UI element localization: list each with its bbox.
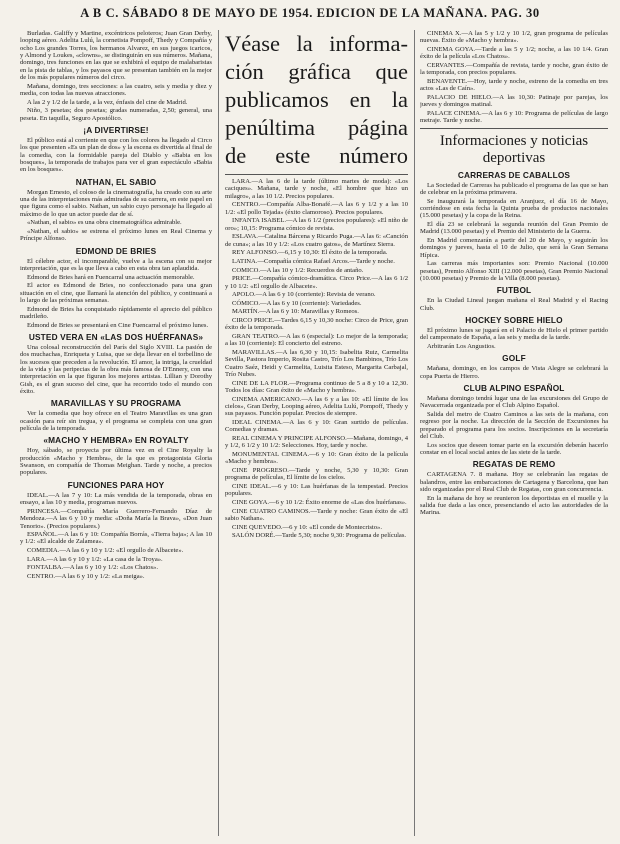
paragraph: «Nathan, el sabio» es una obra cinematográfica admirable. (27, 219, 182, 227)
paragraph: Las carreras más importantes son: Premio Nacional (10.000 pesetas), Premio Alfonso XIII (12.000 pesetas), Gran Premio Nacional (10.000 pesetas) y Premio de la Villa (8.000 pesetas). (420, 260, 608, 282)
paragraph: LARA.—A las 6 y 10 y 1/2: «La casa de la Troya». (27, 555, 163, 563)
paragraph: APOLO.—A las 6 y 10 (corriente): Revista de verano. (232, 291, 376, 299)
paragraph: «Nathan, el sabio» se estrena el próximo lunes en Real Cinema y Príncipe Alfonso. (20, 228, 212, 243)
paragraph: Niño, 3 pesetas; dos pesetas; gradas numeradas, 2,50; general, una peseta. En taquilla, Seguro Apostólico. (20, 107, 212, 122)
paragraph: El próximo lunes se jugará en el Palacio de Hielo el primer partido del campeonato de España, a las seis y media de la tarde. (420, 326, 608, 342)
paragraph: Una colosal reconstrucción del París del Siglo XVIII. La pasión de dos muchachas, Enriqueta y Luisa, que se deja llevar en el torbellino de los sucesos que preceden a la revolución. El amor, la intriga, la crueldad de la vida y las peripecias de la obra más famosa de D'Ennery, con una interpretación en la que figuran los mejores artistas. Lillian y Dorothy Gish, es el gran suceso del cine, que ha recorrido todo el mundo con éxito. (20, 344, 212, 396)
paragraph: Mañana, domingo, tres secciones: a las cuatro, seis y media y diez y media, con todas las nuevas atracciones. (20, 82, 212, 98)
column-left (20, 30, 212, 838)
sports-section (420, 471, 608, 516)
paragraph: Mañana domingo tendrá lugar una de las excursiones del Grupo de Navacerrada organizada por el Club Alpino Español. (420, 394, 608, 410)
paragraph: CINEMA GOYA.—Tarde a las 5 y 1/2; noche, a las 10 1/4. Gran éxito de la película «Los Chatos». (420, 45, 608, 61)
paragraph: PALACE CINEMA.—A las 6 y 10: Programa de películas de largo metraje. Tarde y noche. (420, 109, 608, 125)
paragraph: CENTRO.—Compañía Alba-Bonafé.—A las 6 y 1/2 y a las 10 1/2: «El pollo Tejada» (éxito clamoroso). Precios populares. (225, 201, 408, 216)
sports-section (420, 182, 608, 283)
paragraph: LARA.—A las 6 de la tarde (último martes de moda): «Los caciques». Mañana, tarde y noche, «El hombre que hizo un milagro», a las 10 1/2. Precios populares. (225, 178, 408, 200)
paragraph: En la Ciudad Lineal juegan mañana el Real Madrid y el Racing Club. (420, 297, 608, 312)
paragraph: CINEMA X.—A las 5 y 1/2 y 10 1/2, gran programa de películas nuevas. Éxito de «Macho y hembra». (420, 30, 608, 45)
section-heading: FUNCIONES PARA HOY (67, 479, 165, 490)
notice-headline (225, 30, 408, 170)
sports-sections (420, 170, 608, 517)
paragraph: En Madrid comenzarán a partir del 20 de Mayo, y seguirán los domingos y jueves, hasta el 10 de Julio, que será la Gran Semana Hípica. (420, 236, 608, 259)
paragraph: El actor es Edmond de Bries, no confeccionado para una gran situación en el cine, que llamará la atención del público, y continuará a lo largo de las próximas semanas. (20, 282, 212, 305)
section-heading: ¡A DIVERTIRSE! (83, 125, 149, 136)
paragraph: PRICE.—Compañía cómico-dramática. Circo Price.—A las 6 1/2 y 10 1/2: «El orgullo de Albacete». (225, 275, 408, 290)
sports-heading: CLUB ALPINO ESPAÑOL (463, 382, 565, 393)
paragraph: Arbitrarán Los Angustios. (427, 342, 496, 350)
paragraph: PALACIO DE HIELO.—A las 10,30: Patinaje por parejas, los jueves y domingos matinal. (420, 93, 608, 109)
sports-heading: GOLF (502, 353, 526, 364)
paragraph: CINE GOYA.—6 y 10 1/2: Éxito enorme de «Las dos huérfanas». (232, 498, 407, 506)
paragraph: Mañana, domingo, en los campos de Vista Alegre se celebrará la copa Puerta de Hierro. (420, 365, 608, 380)
column-middle (225, 30, 408, 838)
paragraph: ESPAÑOL.—A las 6 y 10: Compañía Borrás, «Tierra baja»; A las 10 y 1/2: «El alcalde de Zalamea». (20, 531, 212, 546)
sports-section (420, 327, 608, 350)
paragraph: CENTRO.—A las 6 y 10 y 1/2: «La meiga». (27, 573, 145, 581)
paragraph: MARTÍN.—A las 6 y 10: Maravillas y Romeos. (232, 308, 359, 316)
sports-section (420, 395, 608, 456)
sports-section-title: Informaciones y noticias deportivas (439, 132, 589, 166)
sports-heading: FUTBOL (496, 285, 532, 296)
paragraph: REY ALFONSO.—6,15 y 10,30: El éxito de la temporada. (232, 249, 388, 257)
paragraph: El célebre actor, el incomparable, vuelve a la escena con su mejor interpretación, que es la que lleva a cabo en esta obra tan aplaudida. (20, 257, 212, 273)
paragraph: CINE QUEVEDO.—6 y 10: «El conde de Montecristo». (232, 523, 382, 531)
headline-line: penúltima página (225, 115, 408, 140)
paragraph: La Sociedad de Carreras ha publicado el programa de las que se han de celebrar en la próxima primavera. (420, 181, 608, 196)
masthead: A B C. SÁBADO 8 DE MAYO DE 1954. EDICION DE LA MAÑANA. PAG. 30 (80, 6, 540, 20)
paragraph: INFANTA ISABEL.—A las 6 1/2 (precios populares): «El niño de oro»; 10,15: Programa cómico de revista. (225, 217, 408, 232)
paragraph: El público está al corriente en que con los colores ha llegado al Circo los que presenten «Es un plan de dos» y la escena es divertida al final de la comedia, con la formidable pareja del Diablo y «Babia en los bosques», la temporada de trabajos para ver el gran espectáculo «Babia en los bosques». (20, 137, 212, 174)
headline-line: de este número (225, 143, 408, 168)
paragraph: BENAVENTE.—Hoy, tarde y noche, estreno de la comedia en tres actos «Las de Caín». (420, 77, 608, 93)
section-heading: NATHAN, EL SABIO (75, 176, 157, 187)
paragraph: En la mañana de hoy se reunieron los deportistas en el muelle y la salida fue dada a las once, presenciando el acto las autoridades de la Marina. (420, 494, 608, 517)
paragraph: CINEMA AMERICANO.—A las 6 y a las 10: «El límite de los cielos», Gran Derby, Looping aéreo, Adelita Lulú, Pompoff, Thedy y sus payasos. Función popular. Precios de siempre. (225, 395, 408, 418)
paragraph: CINE CUATRO CAMINOS.—Tarde y noche: Gran éxito de «El sabio Nathan». (225, 507, 408, 522)
paragraph: Ver la comedia que hoy ofrece en el Teatro Maravillas es una gran ocasión para reír sin tregua, y el programa se completa con una gran película de la temporada. (20, 410, 212, 433)
listings-right (420, 30, 608, 125)
column-rule-2 (414, 30, 415, 836)
headline-line: ción gráfica que (225, 59, 408, 84)
paragraph: SALÓN DORÉ.—Tarde 5,30; noche 9,30: Programa de películas. (232, 532, 407, 540)
paragraph: A las 2 y 1/2 de la tarde, a la vez, énfasis del cine de Madrid. (27, 98, 188, 106)
section-heading: «MACHO Y HEMBRA» EN ROYALTY (43, 435, 189, 446)
paragraph: CIRCO PRICE.—Tardes 6,15 y 10,30 noche: Circo de Price, gran éxito de la temporada. (225, 317, 408, 332)
paragraph: Edmond de Bries se presentará en Cine Fuencarral el próximo lunes. (27, 321, 209, 329)
paragraph: CARTAGENA 7. 8 mañana. Hoy se celebrarán las regatas de balandros, entre las embarcaciones de Cartagena y Barcelona, que han sido organizadas por el Real Club de Regatas, con gran concurrencia. (420, 471, 608, 493)
paragraph: Morgan Ernesto, el coloso de la cinematografía, ha creado con su arte una de las interpretaciones más admiradas de su carrera, en este papel en que figura como el sabio. Nathan, un sabio cuyo personaje ha llegado al máximo de lo que un actor puede dar de sí. (20, 188, 212, 218)
paragraph: Burladas. Galiffy y Martine, excéntricos peloteros; Juan Gran Derby, looping aéreo. Adelita Lulú, la cornetista Pompoff, Thedy y Compañía y ocho Los grandes Torres, los hermanos Alvarez, en sus juegos icaricos, y Almond y Loukes, «clowns», se distinguirán en sus números. Mañana, domingo, tres funciones en las que se exhibirá el equipo de malabaristas en la pista de tablas, y los payasos que se presentan también en la mejor de los más populares números del circo. (20, 30, 212, 82)
paragraph: CINE IDEAL.—6 y 10: Las huérfanas de la tempestad. Precios populares. (225, 483, 408, 498)
paragraph: ESLAVA.—Catalina Bárcena y Ricardo Puga.—A las 6: «Canción de cuna»; a las 10 y 1/2: «Los cuatro gatos», de Martínez Sierra. (225, 233, 408, 248)
paragraph: CINE DE LA FLOR.—Programa continuo de 5 a 8 y 10 a 12,30. Todos los días: Gran éxito de «Macho y hembra». (225, 379, 408, 395)
section-heading: EDMOND DE BRIES (75, 245, 157, 256)
section-heading: USTED VERA EN «LAS DOS HUÉRFANAS» (28, 332, 204, 343)
section-heading: MARAVILLAS Y SU PROGRAMA (50, 398, 182, 409)
headline-rule (225, 174, 408, 175)
paragraph: Edmond de Bries ha conquistado rápidamente el aprecio del público madrileño. (20, 305, 212, 321)
column-rule-1 (218, 30, 219, 836)
headline-line: publicamos en la (225, 87, 408, 112)
headline-line: Véase la informa- (225, 31, 408, 56)
listings-middle (225, 178, 408, 540)
paragraph: COMICO.—A las 10 y 1/2: Recuerdos de antaño. (232, 266, 364, 274)
paragraph: PRINCESA.—Compañía María Guerrero-Fernando Díaz de Mendoza.—A las 6 y 10 y media: «Doña María la Brava», «Don Juan Tenorio». (Precios populares.) (20, 507, 212, 530)
paragraph: LATINA.—Compañía cómica Rafael Arcos.—Tarde y noche. (232, 257, 395, 265)
paragraph: MARAVILLAS.—A las 6,30 y 10,15: Isabelita Ruiz, Carmelita Sevilla, Pastora Imperio, Rosita Castro, Trío Los Bambinos, Trío Los Cuatro Saéz, Heidi y Carmelita, Luisita Esteso, Margarita Carbajal, Trío Nubes. (225, 349, 408, 379)
paragraph: CERVANTES.—Compañía de revista, tarde y noche, gran éxito de la temporada, con precios populares. (420, 61, 608, 77)
paragraph: El día 23 se celebrará la segunda reunión del Gran Premio de Madrid (13.000 pesetas) y el Premio del Ministerio de la Guerra. (420, 220, 608, 236)
paragraph: Salida del metro de Cuatro Caminos a las seis de la mañana, con regreso por la noche. La dirección de la Sección de Excursiones ha preparado el programa para los socios. Inscripciones en la secretaría del Club. (420, 410, 608, 440)
paragraph: IDEAL.—A las 7 y 10: La más vendida de la temporada, obras en ensayo, a las 10 y media, programas nuevos. (20, 491, 212, 507)
paragraph: IDEAL CINEMA.—A las 6 y 10: Gran surtido de películas. Comedias y dramas. (225, 419, 408, 434)
paragraph: MONUMENTAL CINEMA.—6 y 10: Gran éxito de la película «Macho y hembra». (225, 451, 408, 466)
sports-rule (420, 128, 608, 129)
sports-section (420, 297, 608, 312)
paragraph: COMEDIA.—A las 6 y 10 y 1/2: «El orgullo de Albacete». (27, 547, 184, 555)
paragraph: Edmond de Bries hará en Fuencarral una actuación memorable. (27, 273, 195, 281)
paragraph: Hoy, sábado, se proyecta por última vez en el Cine Royalty la producción «Macho y Hembra», de la que es protagonista Gloria Swanson, en compañía de Thomas Meighan. Tarde y noche, a precios populares. (20, 447, 212, 477)
paragraph: GRAN TEATRO.—A las 6 (especial): Lo mejor de la temporada; a las 10 (corriente): El concierto del estreno. (225, 333, 408, 348)
sports-heading: REGATAS DE REMO (472, 459, 556, 470)
paragraph: CÓMICO.—A las 6 y 10 (corriente): Variedades. (232, 299, 362, 307)
paragraph: Se inaugurará la temporada en Aranjuez, el día 16 de Mayo, corriéndose en esta fecha la Quinta prueba de productos nacionales (15.000 pesetas) y la copa de la Reina. (420, 197, 608, 220)
paragraph: REAL CINEMA Y PRINCIPE ALFONSO.—Mañana, domingo, 4 y 1/2, 6 1/2 y 10 1/2: Selecciones. Hoy, tarde y noche. (225, 435, 408, 450)
column-right (420, 30, 608, 838)
paragraph: CINE PROGRESO.—Tarde y noche, 5,30 y 10,30: Gran programa de películas, El límite de los cielos. (225, 467, 408, 482)
sports-heading: CARRERAS DE CABALLOS (457, 169, 571, 180)
sports-heading: HOCKEY SOBRE HIELO (465, 314, 563, 325)
sports-section (420, 365, 608, 380)
paragraph: Los socios que deseen tomar parte en la excursión deberán hacerlo constar en el local social antes de las siete de la tarde. (420, 441, 608, 456)
paragraph: FONTALBA.—A las 6 y 10 y 1/2: «Los Chatos». (27, 564, 158, 572)
